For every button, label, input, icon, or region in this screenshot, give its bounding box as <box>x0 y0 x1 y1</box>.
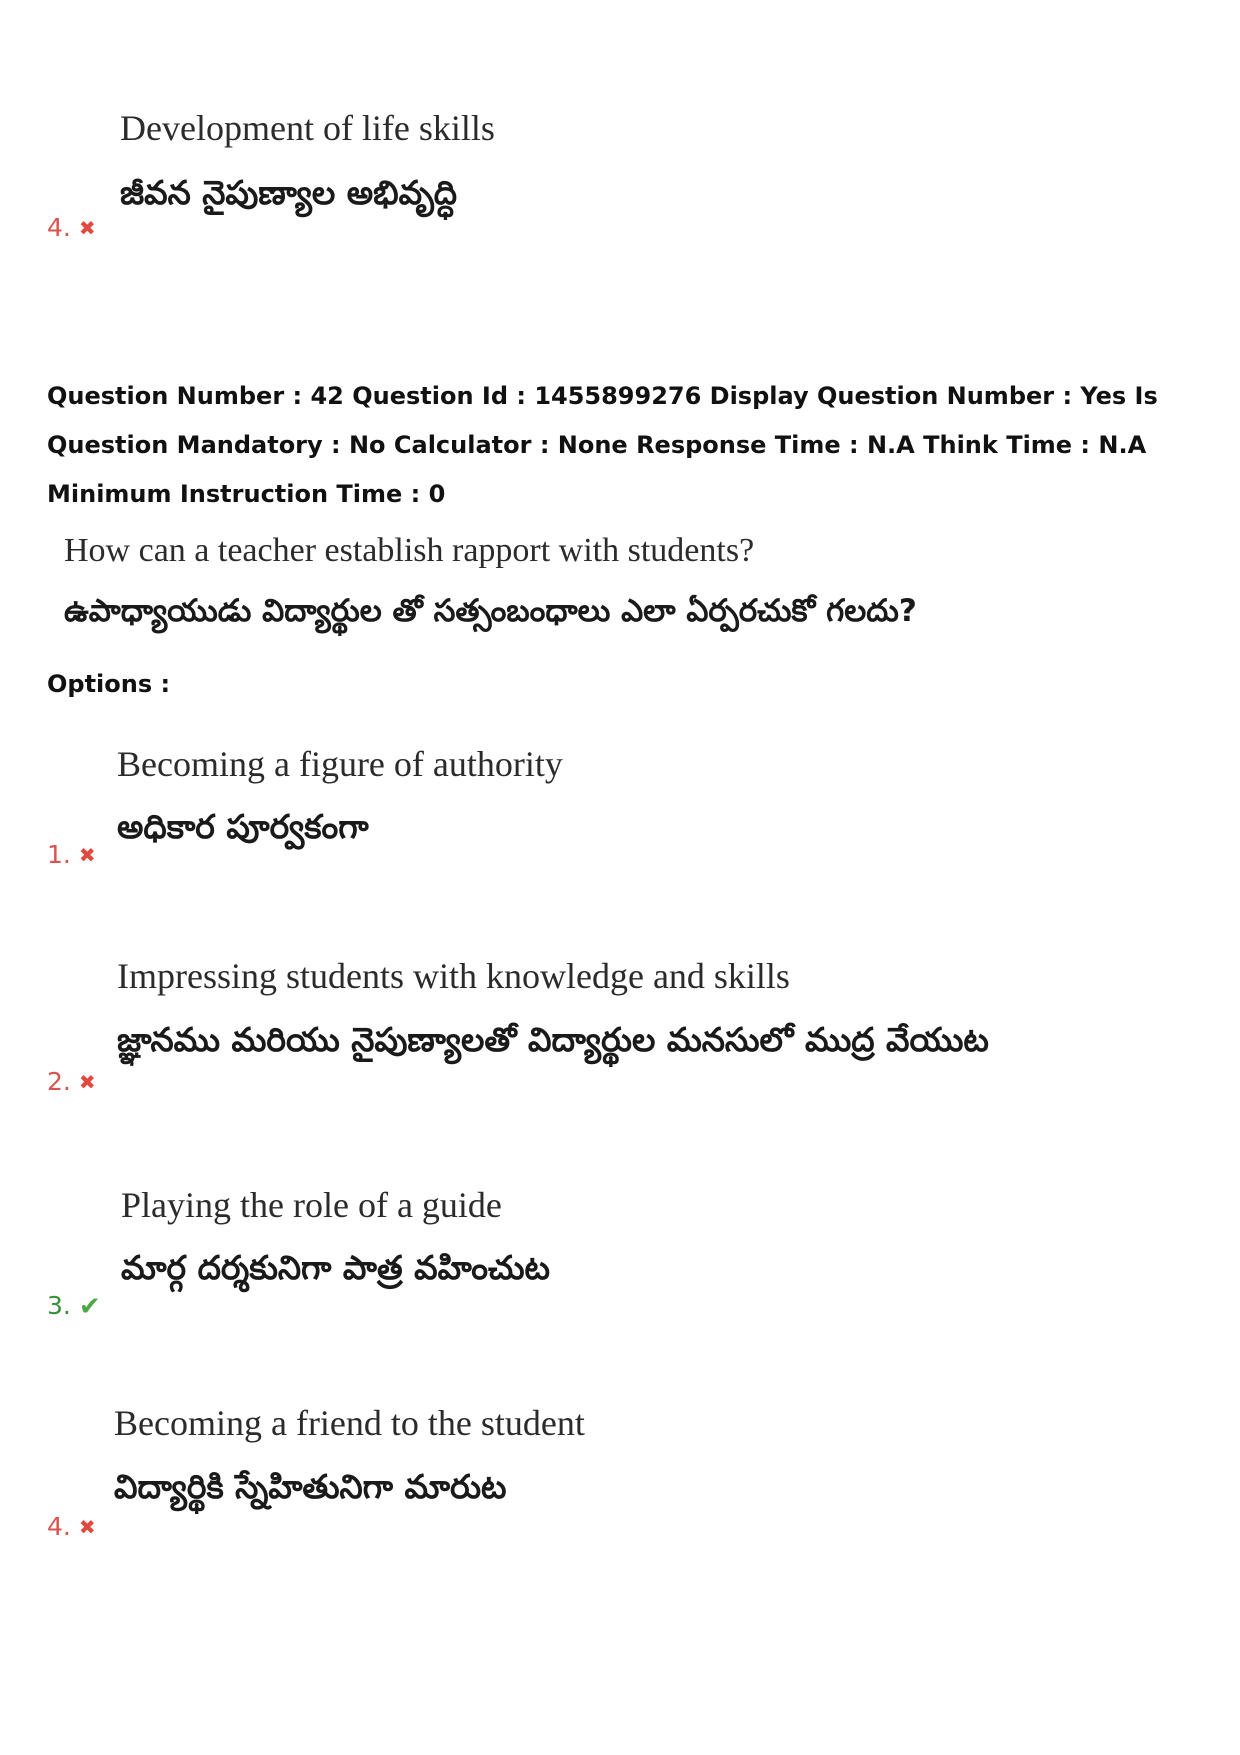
option-english: Playing the role of a guide <box>121 1185 502 1225</box>
cross-icon: ✖ <box>78 1515 96 1539</box>
option-number: 3. ✔ <box>47 1291 101 1322</box>
option-telugu: జీవన నైపుణ్యాల అభివృద్ధి <box>120 173 458 212</box>
option-telugu: విద్యార్థికి స్నేహితునిగా మారుట <box>114 1467 507 1506</box>
check-icon: ✔ <box>78 1292 101 1322</box>
option-telugu: అధికార పూర్వకంగా <box>117 807 369 846</box>
question-english: How can a teacher establish rapport with students? <box>64 532 755 569</box>
option-number: 4. ✖ <box>47 1512 96 1541</box>
option-number: 4. ✖ <box>47 213 96 242</box>
option-english: Impressing students with knowledge and skills <box>117 956 790 996</box>
option-english: Development of life skills <box>120 108 495 148</box>
option-number: 2. ✖ <box>47 1067 96 1096</box>
option-number: 1. ✖ <box>47 840 96 869</box>
cross-icon: ✖ <box>78 1070 96 1094</box>
question-meta: Question Number : 42 Question Id : 1455899276 Display Question Number : Yes Is Question Mandatory : No Calculator : None Response Time : N.A Think Time : N.A Minimum Instruction Time : 0 <box>47 382 1158 508</box>
cross-icon: ✖ <box>78 843 96 867</box>
option-english: Becoming a friend to the student <box>114 1403 585 1443</box>
options-label: Options : <box>47 670 171 698</box>
cross-icon: ✖ <box>78 216 96 240</box>
option-telugu: మార్గ దర్శకునిగా పాత్ర వహించుట <box>121 1248 551 1287</box>
option-english: Becoming a figure of authority <box>117 744 563 784</box>
question-telugu: ఉపాధ్యాయుడు విద్యార్థుల తో సత్సంబంధాలు ఎలా ఏర్పరచుకో గలదు? <box>64 593 917 629</box>
option-telugu: జ్ఞానము మరియు నైపుణ్యాలతో విద్యార్థుల మనసులో ముద్ర వేయుట <box>117 1020 989 1059</box>
